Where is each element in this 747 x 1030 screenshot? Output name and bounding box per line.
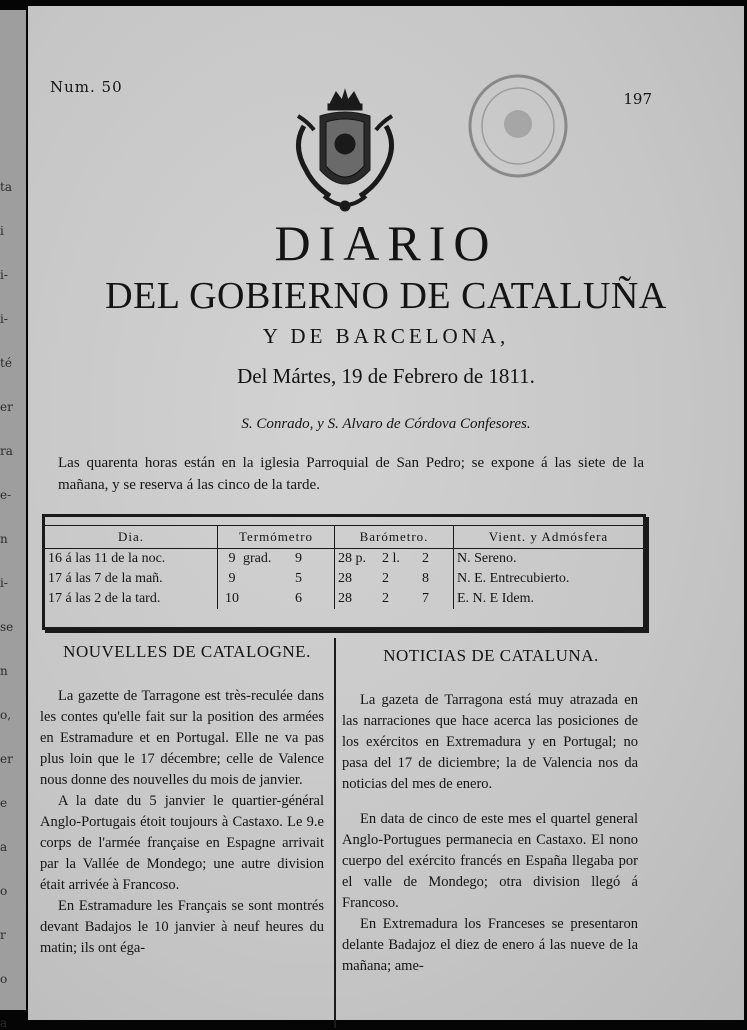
baro-lineas: 2 l. (382, 551, 400, 566)
prev-page-fragment: n (0, 532, 8, 546)
weather-row (45, 569, 643, 589)
prev-page-fragment: o (0, 884, 8, 898)
prev-page-fragment: n (0, 664, 8, 678)
term-unit: grad. (243, 551, 272, 566)
cell-dia: 16 á las 11 de la noc. (45, 549, 218, 570)
page-number: 197 (623, 90, 652, 108)
cell-viento: N. E. Entrecubierto. (457, 571, 570, 586)
intro-notice: Las quarenta horas están en la iglesia Parroquial de San Pedro; se expone á las siete de la mañana, y se reserva á las cinco de la tarde. (58, 455, 644, 493)
previous-page-edge (0, 10, 26, 1030)
paragraph: En Extremadura los Franceses se presentaron delante Badajoz el diez de enero á las nueve de la mañana; ame- (342, 916, 638, 974)
cell-viento: N. Sereno. (457, 551, 517, 566)
prev-page-fragment: a (0, 1016, 8, 1030)
column-divider (334, 638, 336, 1028)
baro-lineas: 2 (382, 571, 389, 586)
cell-termometro (218, 569, 335, 589)
prev-page-fragment: a (0, 840, 8, 854)
right-column-heading: NOTICIAS DE CATALUNA. (383, 646, 599, 665)
masthead-subtitle-2: Y DE BARCELONA, (262, 324, 510, 348)
paragraph: A la date du 5 janvier le quartier-général Anglo-Portugais étoit toujours à Castaxo. Le 9.e corps de l'armée française en Espagne arrivait par la Vallée de Mondego; une autre division était arrivée à Francoso. (40, 793, 324, 893)
prev-page-fragment: i- (0, 312, 8, 326)
library-stamp-icon (464, 70, 572, 182)
prev-page-fragment: ra (0, 444, 13, 458)
prev-page-fragment: er (0, 752, 13, 766)
weather-row (45, 549, 643, 570)
baro-pulgadas: 28 p. (338, 551, 366, 566)
baro-lineas: 2 (382, 591, 389, 606)
baro-puntos: 8 (422, 571, 429, 586)
paragraph: La gazette de Tarragone est très-reculée dans les contes qu'elle fait sur la position des armées en Estramadure et en Portugal. Elle ne va pas plus loin que le 17 décembre; celle de Valence nous donne des nouvelles du mois de janvier. (40, 688, 324, 788)
weather-row (45, 589, 643, 609)
term-fraction: 5 (295, 571, 302, 586)
issue-number: Num. 50 (50, 78, 123, 96)
baro-puntos: 7 (422, 591, 429, 606)
issue-date: Del Mártes, 19 de Febrero de 1811. (237, 364, 535, 388)
left-column-text (40, 686, 324, 959)
col-header-termometro: Termómetro (218, 526, 335, 549)
term-fraction: 6 (295, 591, 302, 606)
left-column-heading: NOUVELLES DE CATALOGNE. (63, 642, 311, 661)
prev-page-fragment: i (0, 224, 4, 238)
paragraph: En data de cinco de este mes el quartel general Anglo-Portugues permanecia en Castaxo. El nono cuerpo del exército francés en España llegaba por el valle de Mondego; otra division llegó á Francoso. (342, 811, 638, 911)
right-column-text (342, 690, 638, 977)
term-fraction: 9 (295, 551, 302, 566)
prev-page-fragment: ta (0, 180, 12, 194)
col-header-dia: Dia. (45, 526, 218, 549)
prev-page-fragment: r (0, 928, 6, 942)
prev-page-fragment: o (0, 972, 8, 986)
cell-viento: E. N. E Idem. (457, 591, 534, 606)
cell-barometro (335, 589, 454, 609)
royal-crest-icon (284, 86, 406, 218)
baro-pulgadas: 28 (338, 591, 352, 606)
cell-barometro (335, 549, 454, 570)
term-value: 9 (228, 551, 236, 566)
prev-page-fragment: té (0, 356, 12, 370)
prev-page-fragment: o, (0, 708, 12, 722)
cell-termometro (218, 589, 335, 609)
cell-barometro (335, 569, 454, 589)
term-value: 9 (228, 571, 236, 586)
cell-dia: 17 á las 7 de la mañ. (45, 569, 218, 589)
term-value: 10 (225, 591, 239, 606)
prev-page-fragment: e- (0, 488, 12, 502)
weather-table (42, 514, 646, 630)
paragraph: La gazeta de Tarragona está muy atrazada en las narraciones que hace acerca las posiciones de los exércitos en Extremadura y en Portugal; no pasa del 17 de diciembre; la de Valencia nos da noticias del mes de enero. (342, 692, 638, 792)
baro-pulgadas: 28 (338, 571, 352, 586)
masthead-subtitle: DEL GOBIERNO DE CATALUÑA (105, 275, 667, 317)
prev-page-fragment: se (0, 620, 14, 634)
masthead-title: DIARIO (274, 215, 498, 271)
prev-page-fragment: i- (0, 268, 8, 282)
baro-puntos: 2 (422, 551, 429, 566)
prev-page-fragment: i- (0, 576, 8, 590)
prev-page-fragment: e (0, 796, 8, 810)
cell-dia: 17 á las 2 de la tard. (45, 589, 218, 609)
newspaper-page (28, 6, 744, 1020)
prev-page-fragment: er (0, 400, 13, 414)
cell-termometro (218, 549, 335, 570)
paragraph: En Estramadure les Français se sont montrés devant Badajos le 10 janvier à neuf heures du matin; ils ont éga- (40, 898, 324, 956)
saints-of-day: S. Conrado, y S. Alvaro de Córdova Confesores. (241, 416, 531, 432)
col-header-barometro: Barómetro. (335, 526, 454, 549)
col-header-viento: Vient. y Admósfera (454, 526, 644, 549)
